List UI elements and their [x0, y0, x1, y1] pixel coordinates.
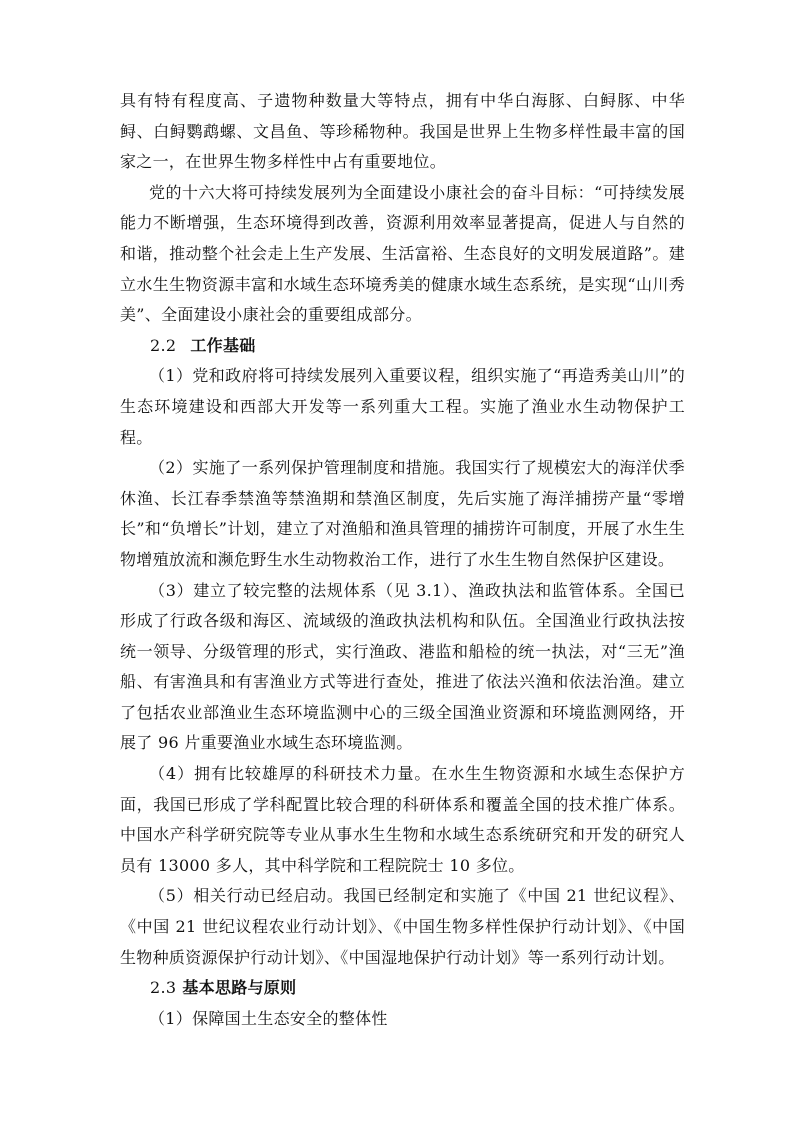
- paragraph-principle-1: （1）保障国土生态安全的整体性: [149, 1008, 388, 1028]
- paragraph-species-features: 具有特有程度高、子遗物种数量大等特点，拥有中华白海豚、白鲟豚、中华鲟、白鲟鹦鹉螺、文昌鱼、等珍稀物种。我国是世界上生物多样性最丰富的国家之一，在世界生物多样性中占有重要地位。: [120, 91, 685, 172]
- paragraph-item-1: （1）党和政府将可持续发展列入重要议程，组织实施了“再造秀美山川”的生态环境建设和西部大开发等一系列重大工程。实施了渔业水生动物保护工程。: [120, 366, 685, 447]
- document-body: [120, 86, 685, 1034]
- paragraph-item-5: （5）相关行动已经启动。我国已经制定和实施了《中国 21 世纪议程》、《中国 21 世纪议程农业行动计划》、《中国生物多样性保护行动计划》、《中国生物种质资源保护行动计划》、《中国湿地保护行动计划》等一系列行动计划。: [120, 886, 685, 967]
- paragraph-sustainable-development-goal: 党的十六大将可持续发展列为全面建设小康社会的奋斗目标：“可持续发展能力不断增强，生态环境得到改善，资源利用效率显著提高，促进人与自然的和谐，推动整个社会走上生产发展、生活富裕、生态良好的文明发展道路”。建立水生生物资源丰富和水域生态环境秀美的健康水域生态系统，是实现“山川秀美”、全面建设小康社会的重要组成部分。: [120, 182, 685, 325]
- section-number: 2.2: [150, 335, 177, 355]
- section-title: 基本思路与原则: [182, 978, 297, 998]
- section-heading-2-2: [120, 331, 685, 362]
- section-title: 工作基础: [190, 335, 256, 355]
- section-heading-2-3: [120, 973, 685, 1004]
- paragraph-item-3: （3）建立了较完整的法规体系（见 3.1）、渔政执法和监管体系。全国已形成了行政各级和海区、流域级的渔政执法机构和队伍。全国渔业行政执法按统一领导、分级管理的形式，实行渔政、港监和船检的统一执法，对“三无”渔船、有害渔具和有害渔业方式等进行查处，推进了依法兴渔和依法治渔。建立了包括农业部渔业生态环境监测中心的三级全国渔业资源和环境监测网络，开展了 96 片重要渔业水域生态环境监测。: [120, 580, 685, 753]
- paragraph-item-2: （2）实施了一系列保护管理制度和措施。我国实行了规模宏大的海洋伏季休渔、长江春季禁渔等禁渔期和禁渔区制度，先后实施了海洋捕捞产量“零增长”和“负增长”计划，建立了对渔船和渔具管理的捕捞许可制度，开展了水生生物增殖放流和濒危野生水生动物救治工作，进行了水生生物自然保护区建设。: [120, 458, 685, 569]
- section-number: 2.3: [150, 978, 177, 998]
- paragraph-item-4: （4）拥有比较雄厚的科研技术力量。在水生生物资源和水域生态保护方面，我国已形成了学科配置比较合理的科研体系和覆盖全国的技术推广体系。中国水产科学研究院等专业从事水生生物和水域生态系统研究和开发的研究人员有 13000 多人，其中科学院和工程院院士 10 多位。: [120, 764, 685, 875]
